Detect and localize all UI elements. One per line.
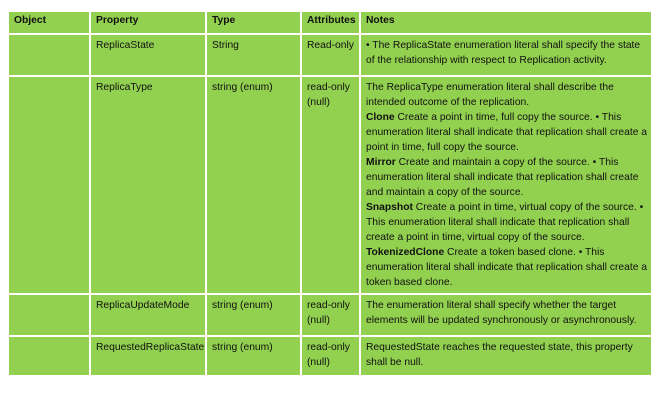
cell-property: ReplicaType [90,76,206,294]
notes-text: • The ReplicaState enumeration literal shall specify the state of the relationship with respect to Replication activity. [366,40,641,66]
replica-properties-table [6,9,652,378]
header-notes: Notes [360,11,652,34]
table-row [8,76,652,294]
notes-text: RequestedState reaches the requested state, this property shall be null. [366,342,633,368]
enum-description: Create a token based clone. • This enumeration literal shall indicate that replication shall create a token based clone. [366,247,648,288]
cell-attributes: read-only (null) [301,336,360,376]
cell-object [8,76,90,294]
cell-object [8,294,90,336]
cell-property: RequestedReplicaState [90,336,206,376]
cell-attributes: read-only (null) [301,294,360,336]
enum-term: Snapshot [366,202,413,213]
cell-type: string (enum) [206,76,301,294]
notes-text: The enumeration literal shall specify whether the target elements will be updated synchronously or asynchronously. [366,300,637,326]
enum-description: Create a point in time, virtual copy of the source. • This enumeration literal shall indicate that replication shall create a point in time, virtual copy of the source. [366,202,644,243]
cell-notes [360,336,652,376]
cell-attributes: read-only (null) [301,76,360,294]
enum-item-snapshot [366,200,648,245]
cell-attributes: Read-only [301,34,360,76]
cell-type: string (enum) [206,294,301,336]
header-row [8,11,652,34]
cell-property: ReplicaUpdateMode [90,294,206,336]
header-object: Object [8,11,90,34]
properties-table [7,10,653,377]
header-property: Property [90,11,206,34]
cell-object [8,34,90,76]
header-attributes: Attributes [301,11,360,34]
enum-description: Create and maintain a copy of the source. • This enumeration literal shall indicate that replication shall create and maintain a copy of the source. [366,157,639,198]
enum-item-clone [366,110,648,155]
cell-type: string (enum) [206,336,301,376]
enum-description: Create a point in time, full copy the source. • This enumeration literal shall indicate that replication shall create a point in time, full copy the source. [366,112,648,153]
enum-item-tokenizedclone [366,245,648,290]
cell-object [8,336,90,376]
cell-notes [360,294,652,336]
enum-item-mirror [366,155,648,200]
table-row [8,34,652,76]
enum-term: Clone [366,112,395,123]
notes-text: The ReplicaType enumeration literal shall describe the intended outcome of the replication. [366,82,614,108]
enum-term: Mirror [366,157,396,168]
cell-notes [360,34,652,76]
cell-type: String [206,34,301,76]
enum-term: TokenizedClone [366,247,445,258]
table-row [8,294,652,336]
table-row [8,336,652,376]
header-type: Type [206,11,301,34]
cell-property: ReplicaState [90,34,206,76]
cell-notes [360,76,652,294]
